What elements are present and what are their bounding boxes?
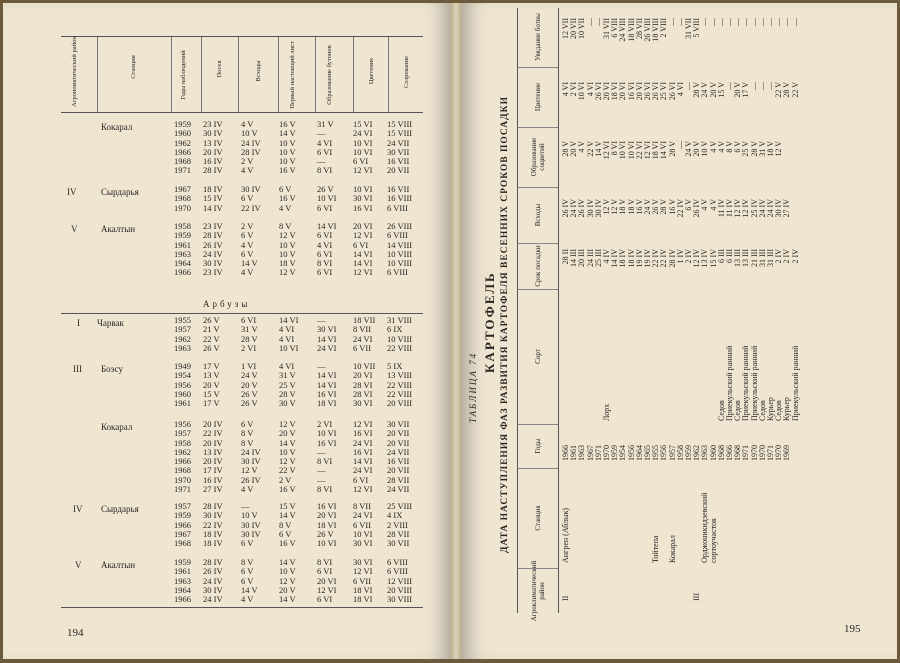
header-station: Станция: [518, 468, 558, 569]
first-leaf-col: 4 VI 31 V 25 V 28 V 30 V: [279, 361, 296, 409]
region-label: IV: [73, 504, 83, 514]
header-planting: Срок посадки: [518, 243, 558, 290]
emergence-col: 30 IV 6 V 22 IV: [241, 184, 261, 213]
budding-col: 28 V 20 V 4 V 22 V 14 V 12 VI 8 VI 10 VI 10 VI 22 VI 12 VI 18 VI 14 VI 28 V — 24 V 20 V 10 V 4 V 4 V 8 V 6 V 25 V 28 V 31 V 18 V 12 V: [561, 141, 784, 160]
rotated-table-area: [462, 3, 897, 623]
sowing-col: 20 IV 22 IV 20 IV 13 IV 20 IV 17 IV 16 IV 27 IV: [203, 419, 223, 495]
table-label: ТАБЛИЦА 74: [468, 351, 478, 423]
station-label: Сырдарья: [101, 504, 139, 514]
sowing-col: 23 IV 28 IV 26 IV 24 IV 30 IV 23 IV: [203, 221, 223, 278]
table-bottom-rule: [61, 607, 423, 608]
emergence-col: — 10 V 30 IV 30 IV 6 V: [241, 501, 261, 549]
first-leaf-col: 16 V 14 V 10 V 10 V 10 V 16 V: [279, 119, 296, 176]
book-gutter: [450, 3, 462, 659]
station-label: Кокарал: [101, 122, 133, 132]
region-label: V: [71, 224, 78, 234]
potato-table-header: [518, 8, 559, 622]
first-leaf-col: 12 V 20 V 14 V 10 V 12 V 22 V 2 V 16 V: [279, 419, 296, 495]
crop-title: КАРТОФЕЛЬ: [482, 271, 497, 373]
header-wilting: Увядание ботвы: [518, 7, 558, 68]
station-label: Чарвак: [97, 318, 124, 328]
region-col: II III: [561, 593, 702, 601]
header-budding: Образование соцветий: [518, 127, 558, 188]
years-col: 1959 1960 1962 1966 1968 1971: [174, 119, 191, 176]
sowing-col: 18 IV 15 IV 14 IV: [203, 184, 223, 213]
first-leaf-col: 14 VI 4 VI 4 VI 10 VI: [279, 315, 299, 353]
years-col: 1956 1957 1958 1962 1966 1968 1970 1971: [174, 419, 191, 495]
header-flowering: Цветение: [518, 67, 558, 128]
header-budding: Образование бутонов: [326, 45, 333, 105]
region-label: I: [77, 318, 80, 328]
flowering-col: 10 VII 20 VI 28 VI 28 VI 30 VI: [353, 361, 376, 409]
years-col: 1958 1959 1961 1963 1964 1966: [174, 221, 191, 278]
years-col: 1966 1961 1963 1967 1971 1970 1959 1954 1956 1964 1965 1955 1956 1957 1958 1959 1962 1963 1960 1968 1966 1968 1971 1970 1970 1971 1970 1969: [561, 445, 792, 461]
ripening-col: 26 VIII 6 VIII 14 VIII 10 VIII 10 VIII 6 VIII: [387, 221, 413, 278]
emergence-col: 2 V 6 V 4 V 6 V 14 V 4 V: [241, 221, 258, 278]
header-variety: Сорт: [518, 289, 558, 425]
wilting-col: 12 VII 20 VII 10 VII — — 31 VII 6 VIII 24 VIII 18 VIII 28 VII 26 VIII 18 VIII 2 VIII — — 31 VII 5 VIII — — — — — — — — — — — —: [561, 18, 800, 42]
emergence-col: 4 V 10 V 24 IV 28 IV 2 V 4 V: [241, 119, 261, 176]
flowering-col: 30 VI 12 VI 6 VII 18 VI 18 VI: [353, 557, 373, 605]
emergence-col: 1 VI 24 V 20 V 26 V 26 V: [241, 361, 258, 409]
ripening-col: 31 VIII 6 IX 10 VIII 22 VIII: [387, 315, 413, 353]
header-emergence: Всходы: [518, 187, 558, 244]
station-col: Ангрен (Аблык) Тойтепа Кокарал Орджоникидзевский сортоучасток: [561, 492, 718, 563]
ripening-col: 15 VIII 15 VIII 24 VII 30 VII 16 VII 20 VII: [387, 119, 413, 176]
ripening-col: 16 VII 16 VIII 6 VIII: [387, 184, 413, 213]
sowing-col: 28 IV 30 IV 22 IV 18 IV 18 IV: [203, 501, 223, 549]
station-label: Боэсу: [101, 364, 124, 374]
potato-table: [517, 8, 858, 622]
budding-col: — 30 VI 14 VI 24 VI: [317, 315, 337, 353]
ripening-col: 30 VII 20 VII 20 VII 24 VII 16 VII 20 VII 28 VII 24 VII: [387, 419, 410, 495]
header-ripening: Созревание: [403, 56, 410, 88]
variety-col: Лорх Седов Приекульский ранний Седов Приекульский ранний Приекульский ранний Седов Курьер Седов Курьер Приекульский ранний: [602, 345, 800, 421]
years-col: 1957 1959 1966 1967 1968: [174, 501, 191, 549]
flowering-col: 8 VII 24 VI 6 VII 10 VI 30 VI: [353, 501, 373, 549]
years-col: 1959 1961 1963 1964 1966: [174, 557, 191, 605]
ripening-col: 6 VIII 6 VIII 12 VIII 20 VIII 30 VIII: [387, 557, 413, 605]
header-years: Годы: [518, 424, 558, 469]
emergence-col: 26 IV 24 IV 26 IV 30 IV 30 IV 12 V 12 V 18 V 18 V 16 V 24 V 26 V 28 V 16 V 22 IV 6 V 26 IV 4 V 4 V 11 IV 11 IV 12 IV 12 IV 25 IV 24 IV 24 IV 30 IV 27 IV: [561, 199, 792, 218]
budding-col: 14 VI 6 VI 4 VI 6 VI 8 VI 6 VI: [317, 221, 337, 278]
budding-col: 26 V 10 VI 6 VI: [317, 184, 337, 213]
emergence-col: 6 V 8 V 8 V 24 IV 30 IV 12 V 26 IV 4 V: [241, 419, 261, 495]
region-label: III: [73, 364, 82, 374]
header-region: Агрономатический район: [71, 36, 78, 107]
header-sowing: Посев: [216, 60, 223, 78]
section-title: Арбузы: [203, 299, 251, 309]
header-station: Станция: [130, 55, 137, 79]
sowing-col: 28 IV 26 IV 24 IV 30 IV 24 IV: [203, 557, 223, 605]
ripening-col: 25 VIII 4 IX 2 VIII 28 VII 30 VII: [387, 501, 413, 549]
emergence-col: 6 VI 31 V 28 V 2 VI: [241, 315, 258, 353]
page-number-left: 194: [67, 627, 84, 639]
left-table-header: [61, 36, 423, 113]
header-years: Годы наблюдений: [180, 50, 187, 100]
sowing-col: 26 V 21 V 22 V 26 V: [203, 315, 220, 353]
budding-col: 16 VI 20 VI 18 VI 26 V 10 VI: [317, 501, 337, 549]
budding-col: 31 V — 4 VI 6 VI — 8 VI: [317, 119, 334, 176]
first-leaf-col: 8 V 12 V 10 V 10 V 18 V 12 V: [279, 221, 296, 278]
region-label: IV: [67, 187, 77, 197]
page-number-right: 195: [844, 623, 861, 635]
flowering-col: 15 VI 24 VI 10 VI 10 VI 6 VI 12 VI: [353, 119, 373, 176]
sowing-col: 17 V 13 V 20 V 15 V 17 V: [203, 361, 220, 409]
planting-col: 28 II 14 III 20 III 24 III 25 III 4 IV 14 IV 18 IV 18 IV 19 IV 19 IV 22 IV 22 IV 28 IV 1 IV 2 IV 12 IV 13 IV 15 IV 6 III 6 III 13 III 13 III 21 III 31 III 31 III 2 IV 2 IV 2 IV: [561, 249, 800, 268]
table-title: ДАТА НАСТУПЛЕНИЯ ФАЗ РАЗВИТИЯ КАРТОФЕЛЯ ВЕСЕННИХ СРОКОВ ПОСАДКИ: [500, 96, 510, 553]
station-label: Сырдарья: [101, 187, 139, 197]
flowering-col: 12 VI 16 VI 24 VI 16 VI 14 VI 24 VI 6 VI 12 VI: [353, 419, 373, 495]
station-label: Акалтын: [101, 224, 136, 234]
budding-col: 2 VI 10 VI 16 VI — 8 VI — — 8 VI: [317, 419, 337, 495]
station-label: Кокарал: [101, 422, 133, 432]
section-rule: [61, 313, 423, 314]
region-label: V: [75, 560, 82, 570]
header-first-leaf: Первый настоящий лист: [289, 41, 296, 109]
flowering-col: 20 VI 12 VI 6 VI 14 VI 14 VI 12 VI: [353, 221, 373, 278]
ripening-col: 5 IX 13 VIII 22 VIII 22 VIII 20 VIII: [387, 361, 413, 409]
years-col: 1967 1968 1970: [174, 184, 191, 213]
years-col: 1955 1957 1962 1963: [174, 315, 191, 353]
flowering-col: 10 VI 30 VI 16 VI: [353, 184, 373, 213]
first-leaf-col: 14 V 10 V 12 V 20 V 14 V: [279, 557, 296, 605]
flowering-col: 4 VI 2 VI 10 VI 4 VI 26 VI 20 VI 18 VI 20 VI 16 VI 20 VI 26 VI 26 VI 25 VI 26 VI 4 VI — 28 V 24 V 20 V 15 V — 20 V 17 V — — — 22 V 28 V 22 V: [561, 82, 800, 101]
budding-col: 8 VI 6 VI 20 VI 12 VI 6 VI: [317, 557, 337, 605]
flowering-col: 18 VII 8 VII 24 VI 6 VII: [353, 315, 376, 353]
sowing-col: 23 IV 30 IV 13 IV 20 IV 16 IV 28 IV: [203, 119, 223, 176]
emergence-col: 8 V 6 V 6 V 14 V 4 V: [241, 557, 258, 605]
first-leaf-col: 15 V 14 V 8 V 6 V 16 V: [279, 501, 296, 549]
budding-col: — 14 VI 14 VI 16 VI 18 VI: [317, 361, 337, 409]
right-page: [462, 3, 897, 659]
years-col: 1949 1954 1956 1960 1961: [174, 361, 191, 409]
header-emergence: Всходы: [255, 60, 262, 82]
station-label: Акалтын: [101, 560, 136, 570]
left-page: [3, 3, 451, 659]
first-leaf-col: 6 V 16 V 4 V: [279, 184, 296, 213]
header-region: Агроклиматический район: [530, 560, 546, 622]
header-flowering: Цветение: [368, 57, 375, 85]
